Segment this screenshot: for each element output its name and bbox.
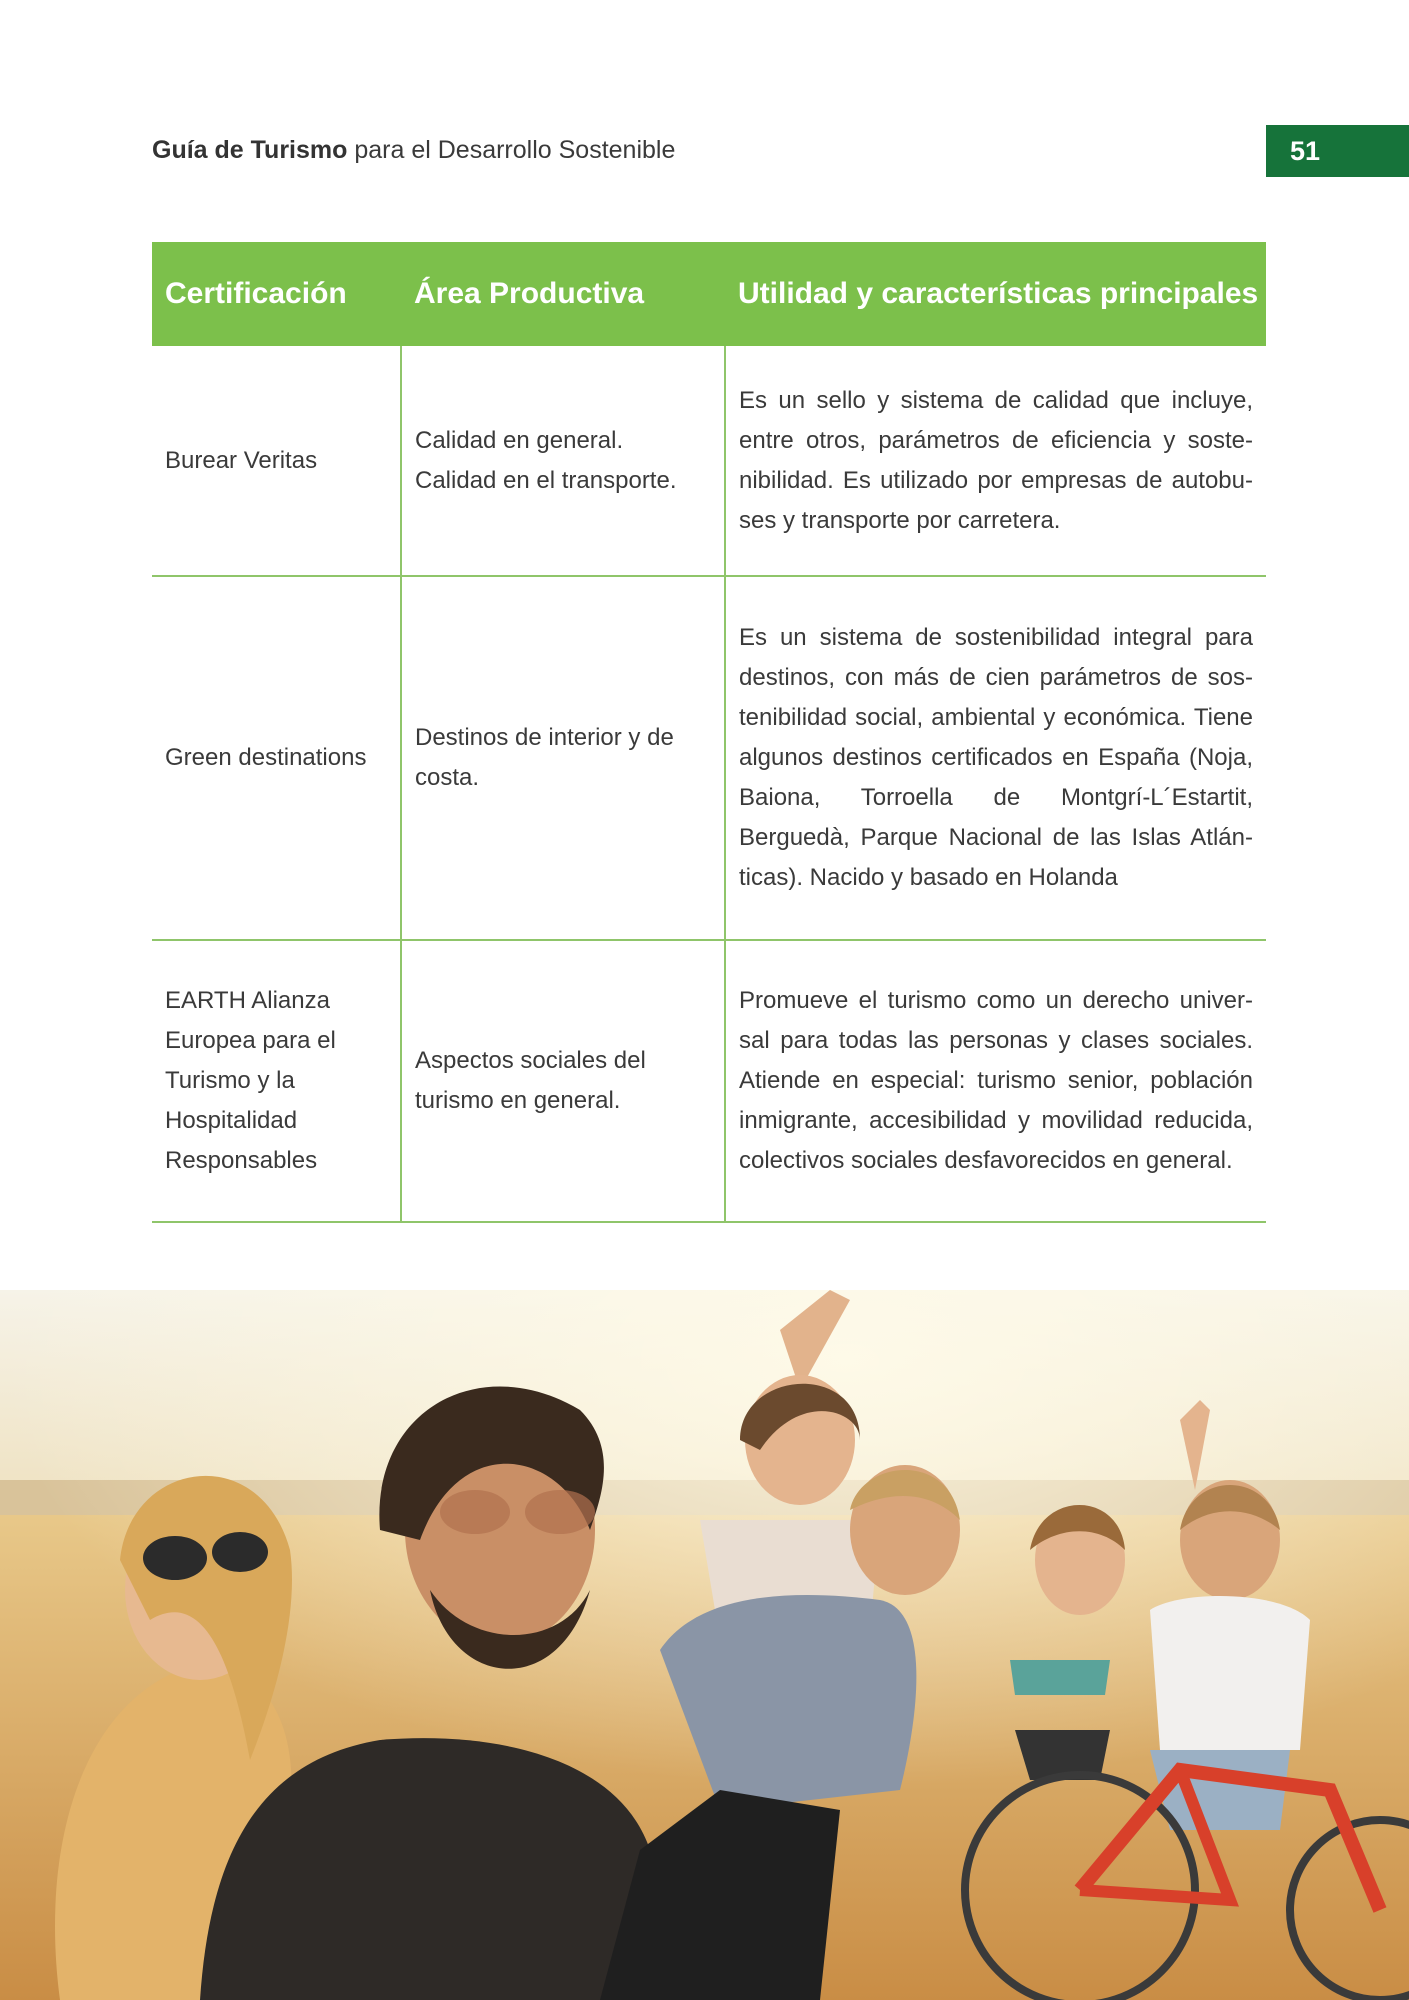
table-row — [152, 346, 1266, 576]
running-header — [152, 136, 675, 165]
cell-description: Promueve el turismo como un derecho universal para todas las personas y clases sociales. Atiende en especial: turismo senior, población inmigrante, accesibilidad y movilidad reducida, colectivos sociales desfavorecidos en general. — [725, 940, 1266, 1222]
header-description: Utilidad y características principales — [725, 242, 1266, 346]
page-number: 51 — [1266, 125, 1409, 177]
header-certification: Certificación — [152, 242, 401, 346]
cell-certification: Green destinations — [152, 576, 401, 940]
cell-area: Destinos de interior y de costa. — [401, 576, 725, 940]
header-area: Área Productiva — [401, 242, 725, 346]
cell-area: Calidad en general. Calidad en el transporte. — [401, 346, 725, 576]
running-header-rest: para el Desarrollo Sostenible — [347, 136, 676, 164]
cell-certification: Burear Veritas — [152, 346, 401, 576]
table-row — [152, 576, 1266, 940]
beach-friends-photo — [0, 1290, 1409, 2000]
table-header-row — [152, 242, 1266, 346]
cell-description: Es un sello y sistema de calidad que incluye, entre otros, parámetros de eficiencia y sostenibilidad. Es utilizado por empresas de autobuses y transporte por carretera. — [725, 346, 1266, 576]
cell-description: Es un sistema de sostenibilidad integral para destinos, con más de cien parámetros de sostenibilidad social, ambiental y económica. Tiene algunos destinos certificados en España (Noja, Baiona, Torroella de Montgrí-L´Estartit, Berguedà, Parque Nacional de las Islas Atlánticas). Nacido y basado en Holanda — [725, 576, 1266, 940]
cell-certification: EARTH Alianza Europea para el Turismo y la Hospitalidad Responsables — [152, 940, 401, 1222]
certification-table — [152, 242, 1266, 1223]
table-row — [152, 940, 1266, 1222]
running-header-bold: Guía de Turismo — [152, 136, 348, 164]
cell-area: Aspectos sociales del turismo en general. — [401, 940, 725, 1222]
